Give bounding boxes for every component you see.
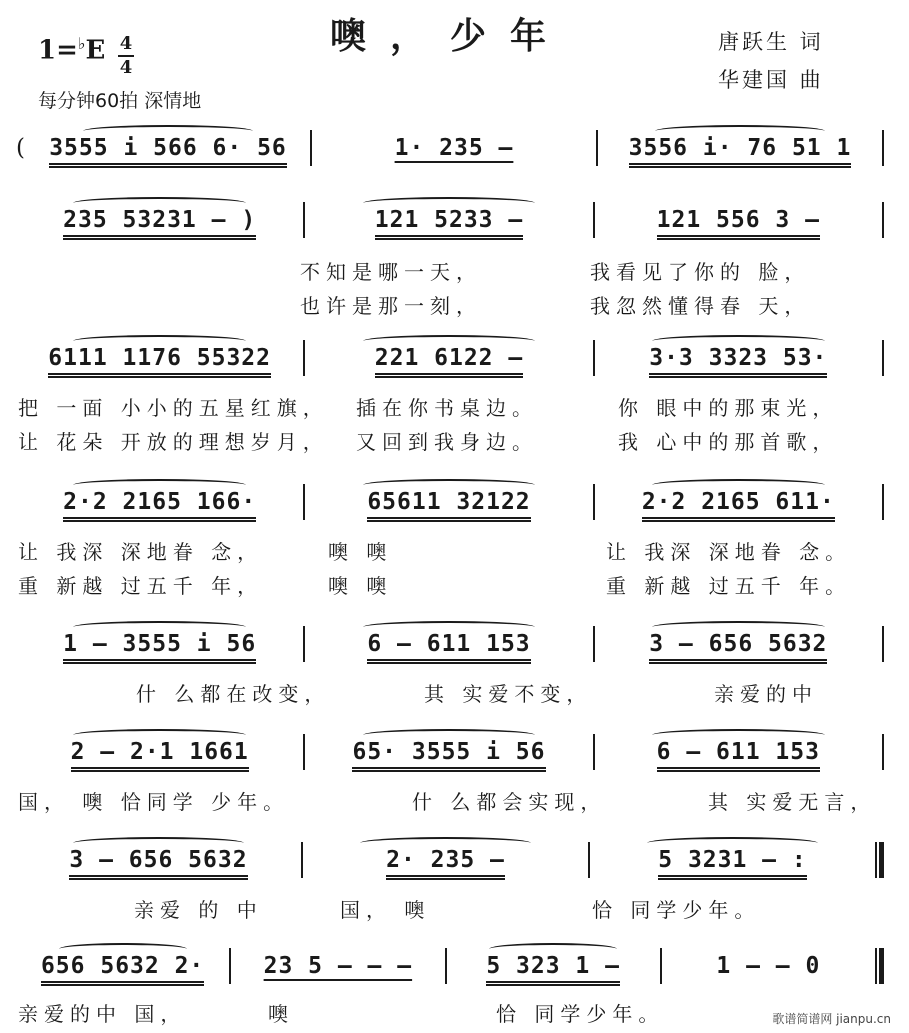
measure: 121 5233 – <box>305 207 592 233</box>
bar-line <box>882 202 884 238</box>
measure: 121 556 3 – <box>595 207 882 233</box>
bar-line <box>882 626 884 662</box>
measure: 1 – – 0 <box>716 953 821 979</box>
tempo-marking: 每分钟60拍 深情地 <box>38 90 202 112</box>
bar-line <box>882 484 884 520</box>
bar-line <box>882 734 884 770</box>
score-system-4 <box>16 480 884 524</box>
bar-line <box>882 130 884 166</box>
score-system-8 <box>16 944 884 988</box>
song-title: 噢，少年 <box>330 16 571 57</box>
flat-sign: ♭ <box>77 34 86 53</box>
measure: 1 – 3555 i 56 <box>16 631 303 657</box>
measure: 23 5 – – – <box>263 953 413 979</box>
measure: 5 3231 – : <box>590 847 875 873</box>
measure: 2·2 2165 166· <box>16 489 303 515</box>
measure: 3 – 656 5632 <box>595 631 882 657</box>
score-system-5 <box>16 622 884 666</box>
measure: 656 5632 2· <box>16 953 229 979</box>
measure: 6 – 611 153 <box>595 739 882 765</box>
measure: 3 – 656 5632 <box>16 847 301 873</box>
final-barline <box>875 948 884 984</box>
measure: 6 – 611 153 <box>305 631 592 657</box>
measure: 65611 32122 <box>305 489 592 515</box>
measure: 2·2 2165 611· <box>595 489 882 515</box>
start-paren: ( <box>16 135 26 161</box>
bar-line <box>882 340 884 376</box>
watermark: 歌谱简谱网 jianpu.cn <box>772 1012 891 1026</box>
composer-credit: 华建国 曲 <box>718 68 824 92</box>
meter-bottom: 4 <box>119 57 133 78</box>
measure: 2· 235 – <box>303 847 588 873</box>
score-system-2 <box>16 198 884 242</box>
score-system-1 <box>16 126 884 170</box>
score-system-7 <box>16 838 884 882</box>
measure: 2 – 2·1 1661 <box>16 739 303 765</box>
measure: 5 323 1 – <box>447 953 660 979</box>
measure: 235 53231 – ) <box>16 207 303 233</box>
measure: 1· 235 – <box>394 135 514 161</box>
score-system-3 <box>16 336 884 380</box>
meter-top: 4 <box>119 33 133 54</box>
key-signature <box>38 34 105 66</box>
measure: 6111 1176 55322 <box>16 345 303 371</box>
measure: 3556 i· 76 51 1 <box>598 135 882 161</box>
time-signature <box>118 34 134 78</box>
score-system-6 <box>16 730 884 774</box>
key-note: E <box>85 35 106 66</box>
measure: 3·3 3323 53· <box>595 345 882 371</box>
repeat-barline <box>875 842 884 878</box>
lyricist-credit: 唐跃生 词 <box>718 30 824 54</box>
key-prefix: 1= <box>38 35 78 66</box>
measure: 3555 i 566 6· 56 <box>26 135 310 161</box>
measure: 221 6122 – <box>305 345 592 371</box>
measure: 65· 3555 i 56 <box>305 739 592 765</box>
